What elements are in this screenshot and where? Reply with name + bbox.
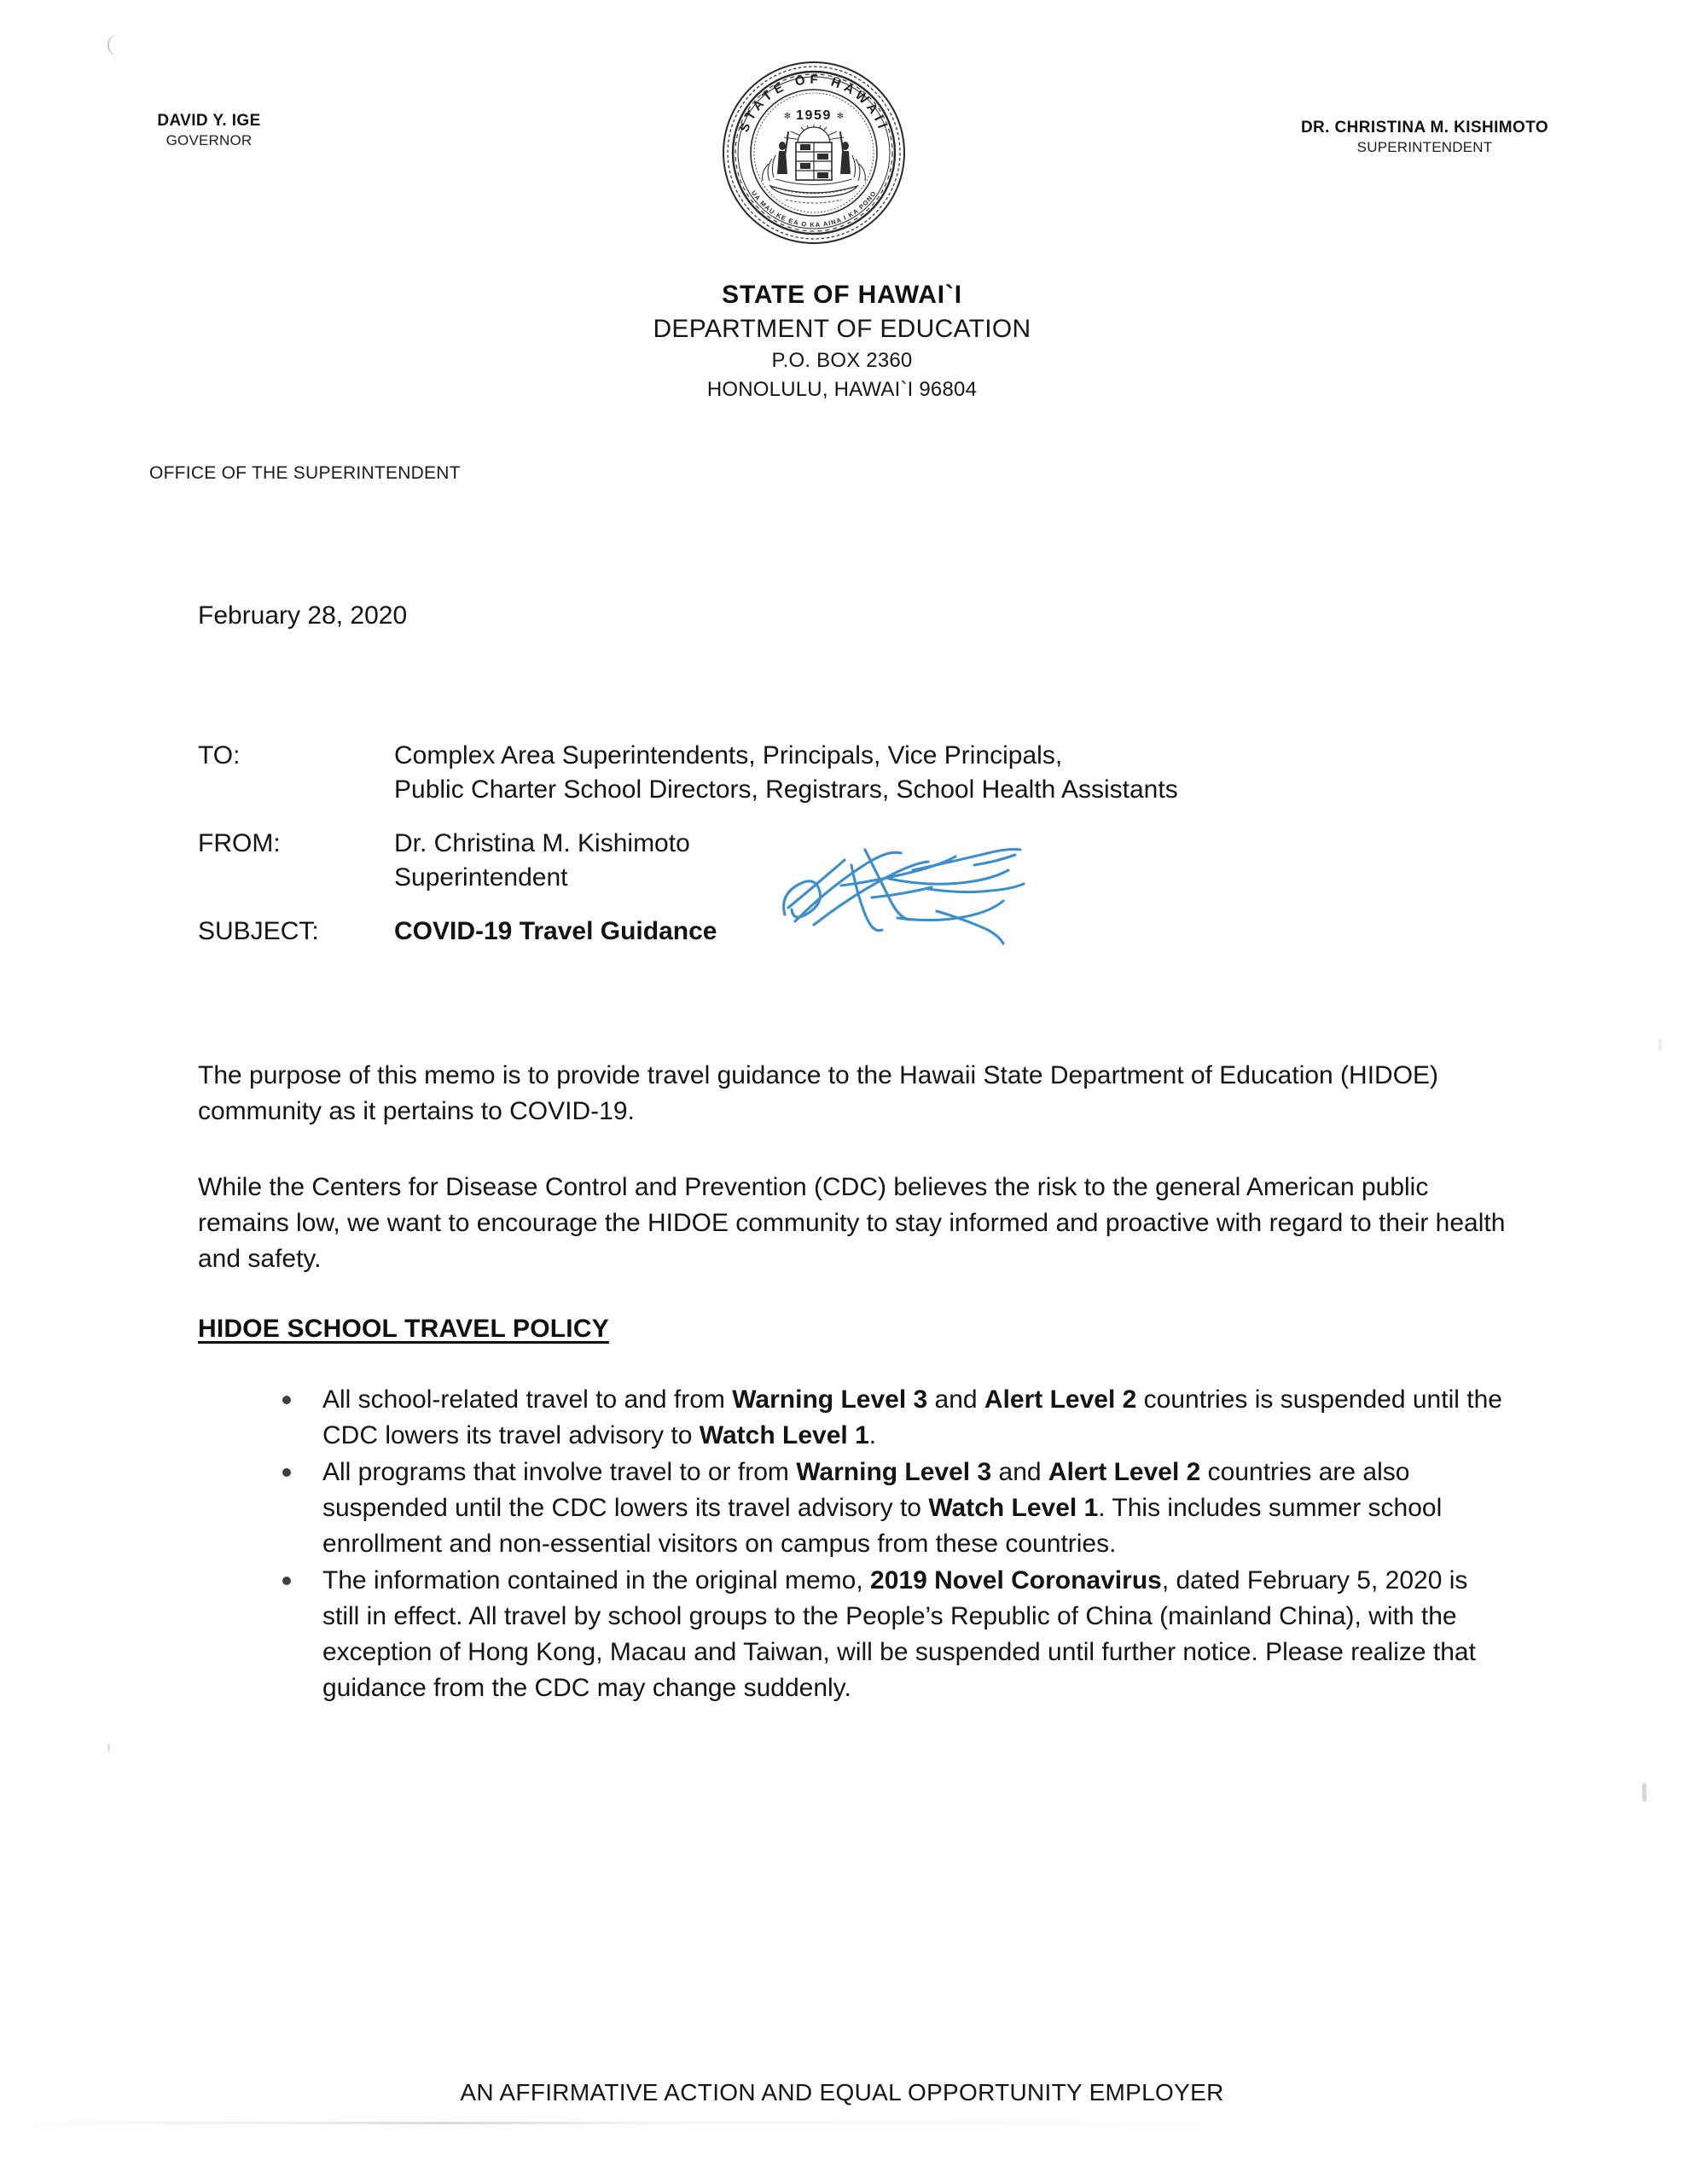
superintendent-title: SUPERINTENDENT [1356,138,1493,155]
letterhead [0,0,1684,256]
superintendent-block [1203,118,1646,158]
emphasis-text: Watch Level 1 [928,1494,1099,1522]
emphasis-text: Alert Level 2 [984,1385,1137,1414]
memo-from-line-1: Dr. Christina M. Kishimoto [394,829,690,858]
state-seal-icon [719,58,909,247]
memo-row-to [198,739,1529,806]
body-text: and [927,1385,984,1414]
body-text: The information contained in the original memo, [322,1566,871,1594]
agency-address-block [0,278,1684,404]
scan-artifact-edge [1642,1783,1646,1802]
svg-text:1959: 1959 [796,108,832,123]
memo-from-label: FROM: [198,829,281,858]
list-item [273,1382,1510,1454]
bullet-dot-icon [282,1396,291,1404]
memo-row-subject [198,915,1529,949]
emphasis-text: Alert Level 2 [1048,1458,1201,1486]
memo-to-value [394,739,1529,806]
memo-header-block [198,739,1529,969]
list-item [273,1563,1510,1706]
governor-name: DAVID Y. IGE [157,112,261,130]
emphasis-text: Watch Level 1 [699,1421,869,1449]
office-label: OFFICE OF THE SUPERINTENDENT [149,463,461,483]
body-text: All programs that involve travel to or from [322,1458,797,1486]
svg-text:✻: ✻ [783,112,792,121]
address-city-zip: HONOLULU, HAWAI`I 96804 [706,377,978,401]
paragraph-cdc-risk: While the Centers for Disease Control and Prevention (CDC) believes the risk to the general American public remains low, we want to encourage the HIDOE community to stay informed and proactive with regard to their health and safety. [198,1173,1506,1273]
bullet-dot-icon [282,1577,291,1585]
emphasis-text: 2019 Novel Coronavirus [870,1566,1162,1594]
body-text: countries are also suspended until the CDC lowers its travel advisory to [322,1458,1410,1522]
memo-row-from [198,827,1529,894]
body-text: All school-related travel to and from [322,1385,733,1414]
svg-text:UA MAU KE EA O KA AINA I KA PO: UA MAU KE EA O KA AINA I KA PONO [749,189,879,229]
memo-subject-value: COVID-19 Travel Guidance [394,917,717,946]
memo-to-line-1: Complex Area Superintendents, Principals, Vice Principals, [394,741,1063,770]
body-text: countries is suspended until the CDC lowers its travel advisory to [322,1385,1502,1449]
superintendent-name: DR. CHRISTINA M. KISHIMOTO [1300,119,1549,136]
bullet-dot-icon [282,1468,291,1477]
footer-eeo-statement: AN AFFIRMATIVE ACTION AND EQUAL OPPORTUNITY EMPLOYER [460,2079,1224,2106]
body-text: . [868,1421,877,1449]
memo-to-line-2: Public Charter School Directors, Registrars, School Health Assistants [394,775,1178,804]
governor-block [43,111,375,151]
scan-artifact-speck [1658,1039,1662,1051]
memo-from-line-2: Superintendent [394,863,568,892]
body-text: . This includes summer school enrollment and non-essential visitors on campus from these countries. [322,1494,1443,1558]
body-text: and [991,1458,1048,1486]
body-text: , dated February 5, 2020 is still in effect. All travel by school groups to the People’s Republic of China (mainland China), with the exception of Hong Kong, Macau and Taiwan, will be suspended until further notice. Please realize that guidance from the CDC may change suddenly. [322,1566,1476,1702]
governor-title: GOVERNOR [165,131,253,148]
scan-artifact-speck [107,1744,110,1751]
emphasis-text: Warning Level 3 [796,1458,992,1486]
address-state: STATE OF HAWAI`I [722,281,962,309]
list-item [273,1455,1510,1562]
section-heading-travel-policy: HIDOE SCHOOL TRAVEL POLICY [198,1315,609,1343]
svg-text:STATE OF HAWAII: STATE OF HAWAII [736,72,891,135]
svg-text:✻: ✻ [836,112,845,121]
paragraph-purpose: The purpose of this memo is to provide travel guidance to the Hawaii State Department of Education (HIDOE) community as it pertains to COVID-19. [198,1061,1439,1125]
scan-artifact-band [0,2122,1684,2124]
letter-date: February 28, 2020 [198,601,408,630]
memo-to-label: TO: [198,741,241,770]
memo-subject-label: SUBJECT: [198,917,319,946]
memo-from-value [394,827,1529,894]
address-department: DEPARTMENT OF EDUCATION [653,314,1031,343]
emphasis-text: Warning Level 3 [732,1385,928,1414]
travel-policy-bullet-list [273,1382,1510,1707]
address-po-box: P.O. BOX 2360 [771,348,913,372]
